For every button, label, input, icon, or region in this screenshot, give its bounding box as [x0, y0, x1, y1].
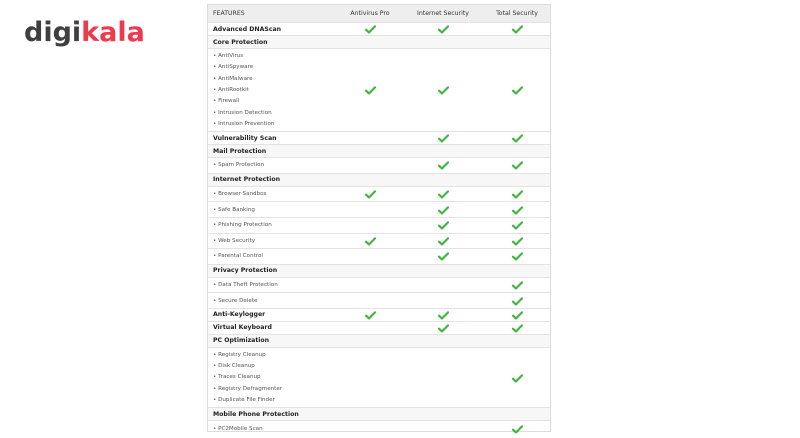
section-title: Core Protection: [213, 38, 268, 46]
logo-text-kala: kala: [81, 17, 145, 48]
table-row: [208, 248, 550, 264]
feature-name: Virtual Keyboard: [213, 324, 272, 332]
feature-item: • Browser Sandbox: [213, 190, 267, 197]
feature-item: • Disk Cleanup: [213, 363, 255, 370]
table-row: [208, 292, 550, 308]
check-icon: [512, 25, 523, 34]
check-icon: [512, 221, 523, 230]
check-icon: [512, 190, 523, 199]
table-row: [208, 131, 550, 144]
feature-item: • Intrusion Detection: [213, 109, 272, 116]
section-row: [208, 173, 550, 186]
check-icon: [512, 237, 523, 246]
check-icon: [512, 297, 523, 306]
check-icon: [365, 237, 376, 246]
table-row: [208, 217, 550, 233]
feature-item: • AntiVirus: [213, 53, 244, 59]
feature-item: • Safe Banking: [213, 206, 255, 213]
check-icon: [365, 311, 376, 320]
check-icon: [512, 311, 523, 320]
header-total-security: Total Security: [496, 10, 538, 17]
section-row: [208, 334, 550, 347]
section-title: Internet Protection: [213, 176, 281, 184]
check-icon: [365, 25, 376, 34]
check-icon: [512, 324, 523, 333]
check-icon: [438, 134, 449, 143]
check-icon: [512, 206, 523, 215]
feature-comparison-table: [207, 4, 551, 432]
table-row: [208, 233, 550, 249]
table-row: [208, 277, 550, 293]
check-icon: [438, 206, 449, 215]
section-row: [208, 35, 550, 48]
digikala-logo[interactable]: [24, 16, 145, 50]
feature-item: • Web Security: [213, 237, 256, 244]
feature-item: • Secure Delete: [213, 297, 258, 304]
feature-item: • Phishing Protection: [213, 222, 272, 229]
table-row: [208, 347, 550, 408]
feature-item: • Intrusion Prevention: [213, 120, 275, 127]
check-icon: [512, 134, 523, 143]
feature-item: • PC2Mobile Scan: [213, 425, 263, 432]
feature-item: • Registry Defragmenter: [213, 385, 283, 392]
check-icon: [438, 86, 449, 95]
feature-item: • Duplicate File Finder: [213, 397, 275, 404]
feature-name: Anti-Keylogger: [213, 311, 266, 319]
check-icon: [438, 324, 449, 333]
feature-item: • Registry Cleanup: [213, 351, 266, 358]
check-icon: [512, 374, 523, 383]
feature-item: • Spam Protection: [213, 162, 265, 169]
section-row: [208, 407, 550, 420]
section-row: [208, 264, 550, 277]
feature-item: • AntiRootkit: [213, 86, 249, 93]
feature-item: • Data Theft Protection: [213, 281, 278, 288]
header-internet-security: Internet Security: [417, 10, 469, 17]
table-row: [208, 321, 550, 334]
table-row: [208, 22, 550, 35]
check-icon: [365, 86, 376, 95]
check-icon: [438, 237, 449, 246]
table-row: [208, 157, 550, 173]
table-row: [208, 201, 550, 217]
table-row: [208, 48, 550, 131]
header-features: FEATURES: [213, 10, 245, 17]
table-row: [208, 186, 550, 202]
feature-item: • AntiSpyware: [213, 64, 254, 71]
check-icon: [438, 221, 449, 230]
check-icon: [512, 86, 523, 95]
section-title: Mail Protection: [213, 147, 267, 155]
section-row: [208, 144, 550, 157]
check-icon: [512, 425, 523, 434]
check-icon: [365, 190, 376, 199]
feature-item: • AntiMalware: [213, 75, 253, 82]
feature-item: • Parental Control: [213, 253, 263, 260]
section-title: PC Optimization: [213, 337, 270, 345]
feature-item: • Firewall: [213, 98, 240, 105]
section-title: Mobile Phone Protection: [213, 410, 299, 418]
table-row: [208, 308, 550, 321]
feature-name: Advanced DNAScan: [213, 25, 282, 33]
check-icon: [512, 161, 523, 170]
check-icon: [438, 190, 449, 199]
check-icon: [438, 311, 449, 320]
feature-item: • Traces Cleanup: [213, 374, 261, 381]
header-antivirus-pro: Antivirus Pro: [350, 10, 390, 17]
check-icon: [512, 281, 523, 290]
logo-text-digi: digi: [24, 17, 82, 48]
table-row: [208, 420, 550, 436]
table-header-row: [208, 5, 550, 22]
check-icon: [438, 25, 449, 34]
section-title: Privacy Protection: [213, 267, 278, 275]
feature-name: Vulnerability Scan: [213, 134, 277, 142]
check-icon: [438, 161, 449, 170]
check-icon: [438, 252, 449, 261]
check-icon: [512, 252, 523, 261]
